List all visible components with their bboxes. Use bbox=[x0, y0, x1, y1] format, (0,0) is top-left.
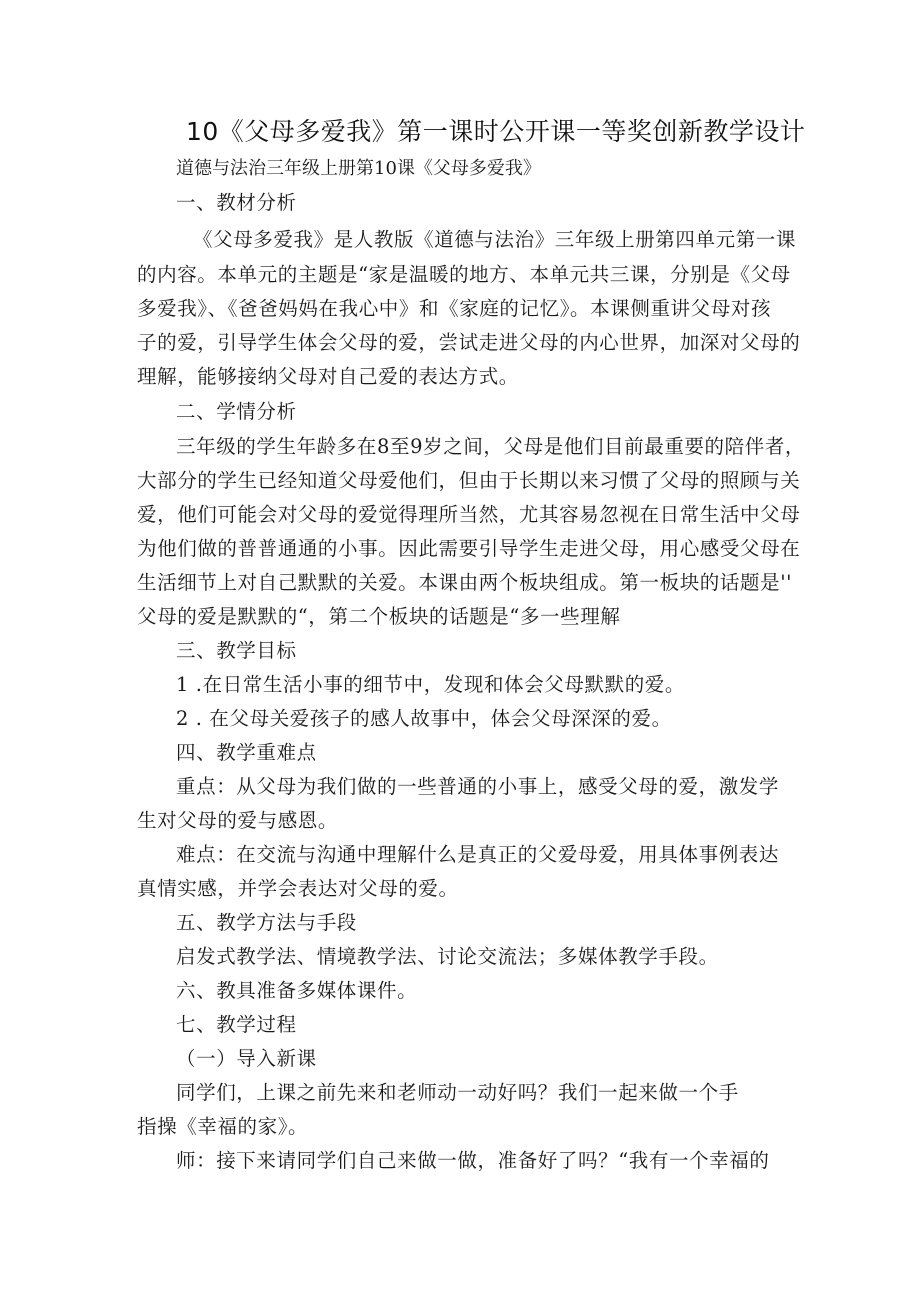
paragraph-line: 生活细节上对自己默默的关爱。本课由两个板块组成。第一板块的话题是'' bbox=[137, 571, 793, 594]
paragraph-line: 同学们，上课之前先来和老师动一动好吗？我们一起来做一个手 bbox=[176, 1081, 739, 1104]
paragraph-line: 理解，能够接纳父母对自己爱的表达方式。 bbox=[137, 365, 519, 388]
section-heading: 七、教学过程 bbox=[176, 1013, 297, 1036]
paragraph-line: 启发式教学法、情境教学法、讨论交流法；多媒体教学手段。 bbox=[176, 945, 719, 968]
objective-item: 1 .在日常生活小事的细节中，发现和体会父母默默的爱。 bbox=[176, 673, 686, 696]
section-heading: 六、教具准备多媒体课件。 bbox=[176, 979, 418, 1002]
paragraph-line: 生对父母的爱与感恩。 bbox=[137, 809, 339, 832]
paragraph-line: 三年级的学生年龄多在8至9岁之间，父母是他们目前最重要的陪伴者， bbox=[176, 435, 806, 458]
paragraph-line: 为他们做的普普通通的小事。因此需要引导学生走进父母，用心感受父母在 bbox=[137, 537, 801, 560]
paragraph-line: 爱，他们可能会对父母的爱觉得理所当然，尤其容易忽视在日常生活中父母 bbox=[137, 503, 801, 526]
paragraph-line: 子的爱，引导学生体会父母的爱，尝试走进父母的内心世界，加深对父母的 bbox=[137, 331, 801, 354]
section-heading: 三、教学目标 bbox=[176, 639, 297, 662]
document-subtitle: 道德与法治三年级上册第10课《父母多爱我》 bbox=[176, 158, 541, 179]
paragraph-line: 的内容。本单元的主题是“家是温暖的地方、本单元共三课，分别是《父母 bbox=[137, 263, 791, 286]
section-heading: 五、教学方法与手段 bbox=[176, 911, 357, 934]
subsection-heading: （一）导入新课 bbox=[176, 1047, 317, 1070]
section-heading: 二、学情分析 bbox=[176, 400, 297, 423]
paragraph-line: 指操《幸福的家》。 bbox=[137, 1115, 309, 1138]
paragraph-line: 师：接下来请同学们自己来做一做，准备好了吗？“我有一个幸福的 bbox=[176, 1149, 770, 1172]
section-heading: 一、教材分析 bbox=[176, 191, 297, 214]
paragraph-line: 难点：在交流与沟通中理解什么是真正的父爱母爱，用具体事例表达 bbox=[176, 843, 780, 866]
paragraph-line: 《父母多爱我》是人教版《道德与法治》三年级上册第四单元第一课 bbox=[193, 228, 797, 251]
paragraph-line: 父母的爱是默默的“，第二个板块的话题是“多一些理解 bbox=[137, 605, 621, 628]
section-heading: 四、教学重难点 bbox=[176, 741, 317, 764]
paragraph-line: 重点：从父母为我们做的一些普通的小事上，感受父母的爱，激发学 bbox=[176, 775, 780, 798]
paragraph-line: 多爱我》、《爸爸妈妈在我心中》和《家庭的记忆》。本课侧重讲父母对孩 bbox=[137, 297, 772, 320]
paragraph-line: 真情实感，并学会表达对父母的爱。 bbox=[137, 877, 459, 900]
paragraph-line: 大部分的学生已经知道父母爱他们，但由于长期以来习惯了父母的照顾与关 bbox=[137, 469, 801, 492]
objective-item: 2 . 在父母关爱孩子的感人故事中，体会父母深深的爱。 bbox=[176, 707, 672, 730]
document-title: 10《父母多爱我》第一课时公开课一等奖创新教学设计 bbox=[186, 117, 806, 146]
